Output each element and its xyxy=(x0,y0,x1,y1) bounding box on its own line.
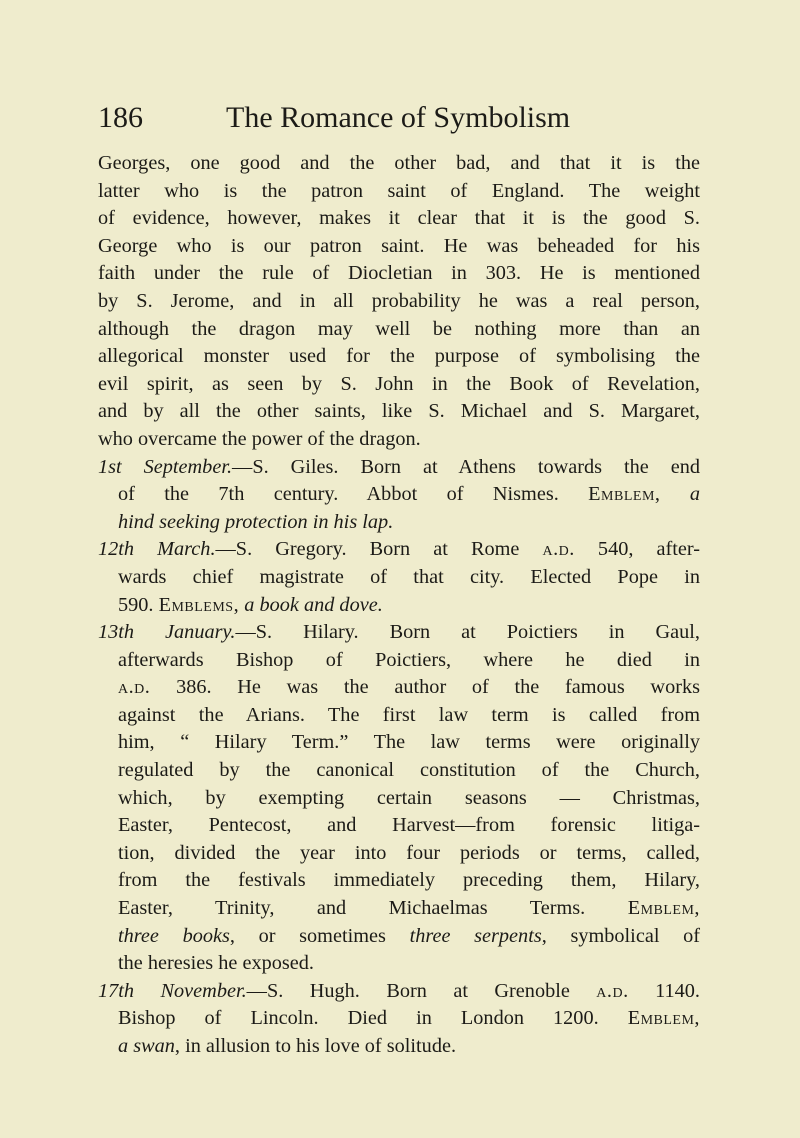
text-line: which, by exempting certain seasons — Christmas, xyxy=(118,786,700,809)
running-title: The Romance of Symbolism xyxy=(226,101,571,134)
text-line: 1st September.—S. Giles. Born at Athens towards the end xyxy=(98,455,700,478)
text-line: afterwards Bishop of Poictiers, where he died in xyxy=(118,648,700,671)
text-line: wards chief magistrate of that city. Elected Pope in xyxy=(118,565,700,588)
text-line: Georges, one good and the other bad, and that it is the xyxy=(98,152,700,174)
text-line: faith under the rule of Diocletian in 303. He is mentioned xyxy=(98,262,700,285)
text-line: 12th March.—S. Gregory. Born at Rome a.d. 540, after- xyxy=(98,538,700,561)
text-line: three books, or sometimes three serpents, symbolical of xyxy=(118,924,700,947)
text-line: although the dragon may well be nothing more than an xyxy=(98,317,700,340)
text-line: hind seeking protection in his lap. xyxy=(118,510,394,533)
page-number: 186 xyxy=(98,101,143,134)
text-line: 13th January.—S. Hilary. Born at Poictiers in Gaul, xyxy=(98,621,700,644)
text-line: regulated by the canonical constitution of the Church, xyxy=(118,759,700,782)
text-line: Easter, Trinity, and Michaelmas Terms. Emblem, xyxy=(118,897,700,920)
running-header xyxy=(98,98,700,138)
text-line: the heresies he exposed. xyxy=(118,952,314,975)
text-line: latter who is the patron saint of England. The weight xyxy=(98,179,700,202)
text-line: and by all the other saints, like S. Michael and S. Margaret, xyxy=(98,400,700,423)
text-line: of evidence, however, makes it clear that it is the good S. xyxy=(98,207,700,230)
text-line: a.d. 386. He was the author of the famous works xyxy=(118,676,700,699)
text-line: Easter, Pentecost, and Harvest—from forensic litiga- xyxy=(118,814,700,837)
text-line: George who is our patron saint. He was beheaded for his xyxy=(98,234,700,257)
text-line: him, “ Hilary Term.” The law terms were originally xyxy=(118,731,700,754)
text-line: a swan, in allusion to his love of solitude. xyxy=(118,1035,457,1057)
text-line: against the Arians. The first law term is called from xyxy=(118,703,700,726)
text-line: who overcame the power of the dragon. xyxy=(98,427,421,450)
text-line: tion, divided the year into four periods or terms, called, xyxy=(118,841,700,864)
text-line: evil spirit, as seen by S. John in the Book of Revelation, xyxy=(98,372,700,395)
text-line: allegorical monster used for the purpose of symbolising the xyxy=(98,345,700,368)
text-line: by S. Jerome, and in all probability he was a real person, xyxy=(98,289,700,312)
text-line: from the festivals immediately preceding them, Hilary, xyxy=(118,869,700,892)
text-line: Bishop of Lincoln. Died in London 1200. Emblem, xyxy=(118,1007,700,1030)
body-text xyxy=(98,150,700,1061)
text-line: 590. Emblems, a book and dove. xyxy=(118,593,383,616)
text-line: of the 7th century. Abbot of Nismes. Emblem, a xyxy=(118,483,700,506)
text-line: 17th November.—S. Hugh. Born at Grenoble a.d. 1140. xyxy=(98,979,700,1002)
